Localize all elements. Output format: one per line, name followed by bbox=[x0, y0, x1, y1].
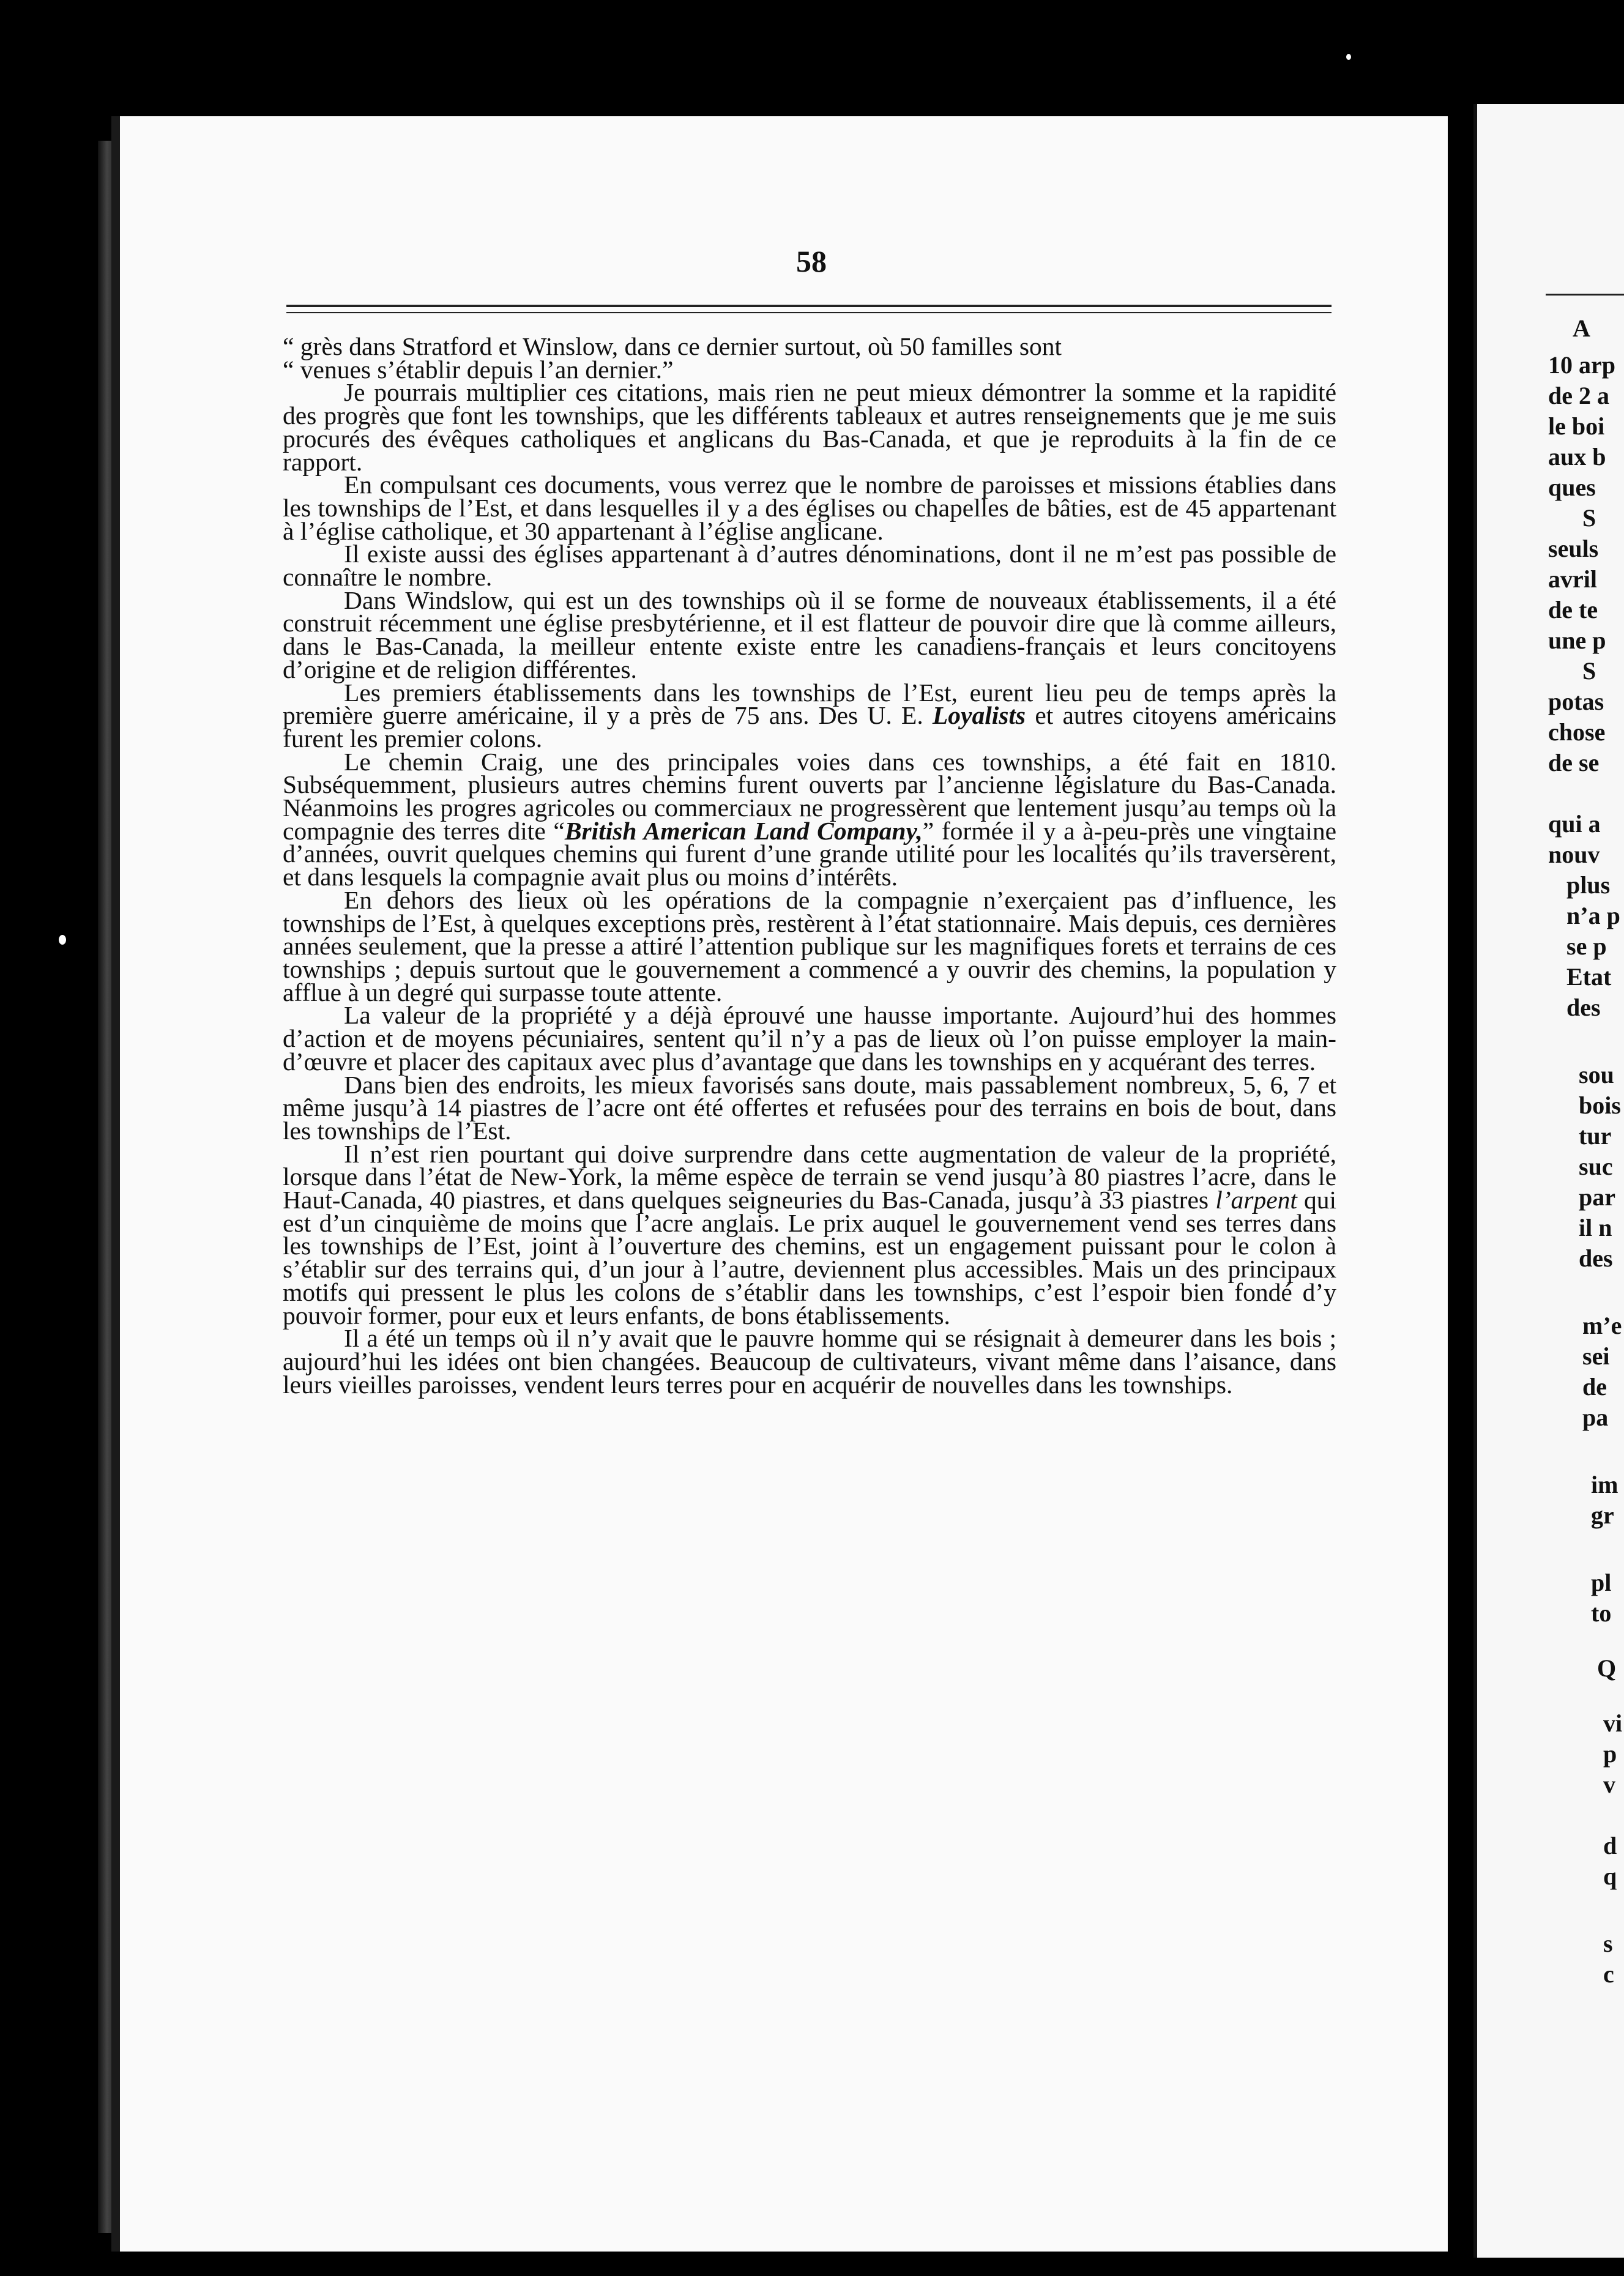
facing-fragment: suc bbox=[1579, 1153, 1613, 1180]
facing-fragment: p bbox=[1603, 1740, 1617, 1768]
paragraph: La valeur de la propriété y a déjà éprouvé une hausse importante. Aujourd’hui des hommes d’action et de moyens pécuniaires, sentent qu’il n’y a pas de lieux où l’on puisse employer la main-d’œuvre et placer des capitaux avec plus d’avantage que dans les townships en y acquérant des terres. bbox=[283, 1001, 1336, 1076]
header-rule-thin bbox=[286, 312, 1332, 313]
text-run: Il n’est rien pourtant qui doive surprendre dans cette augmentation de valeur de la propriété, lorsque dans l’état de New-York, la même espèce de terrain se vend jusqu’à 80 piastres l’acre, dans le Haut-Canada, 40 piastres, et dans quelques seigneuries du Bas-Canada, jusqu’à 33 piastres bbox=[283, 1139, 1336, 1214]
paragraph bbox=[283, 678, 1337, 753]
facing-fragment: le boi bbox=[1548, 412, 1605, 440]
facing-fragment: im bbox=[1591, 1471, 1618, 1498]
facing-page-rule bbox=[1546, 294, 1624, 296]
facing-fragment: sei bbox=[1582, 1342, 1610, 1370]
facing-fragment: aux b bbox=[1548, 443, 1606, 470]
facing-fragment: q bbox=[1603, 1862, 1617, 1890]
text-run: qui est d’un cinquième de moins que l’acre anglais. Le prix auquel le gouvernement vend ses terres dans les townships de l’Est, joint à l’ouverture des chemins, est un engagement puissant pour le colon à s’établir sur des terrains qui, d’un jour à l’autre, deviennent plus accessibles. Mais un des principaux motifs qui pressent le plus les colons de s’établir dans les townships, c’est l’espoir bien fondé d’y pouvoir former, pour eux et leurs enfants, de bons établissements. bbox=[283, 1186, 1337, 1330]
body-text bbox=[283, 332, 1337, 1399]
paragraph bbox=[283, 1139, 1337, 1330]
quote-line: “ grès dans Stratford et Winslow, dans ce dernier surtout, où 50 familles sont bbox=[283, 332, 1062, 360]
paragraph: En compulsant ces documents, vous verrez que le nombre de paroisses et missions établies dans les townships de l’Est, et dans lesquelles il y a des églises ou chapelles de bâties, est de 45 appartenant à l’église catholique, et 30 appartenant à l’église anglicane. bbox=[283, 470, 1336, 545]
text-run: ” formée il y a à-peu-près une vingtaine d’années, ouvrit quelques chemins qui furent d’une grande utilité pour les localités qu’ils traversèrent, et dans lesquels la compagnie avait plus ou moins d’intérêts. bbox=[283, 816, 1336, 891]
facing-fragment: plus bbox=[1566, 871, 1611, 899]
facing-fragment: nouv bbox=[1548, 841, 1600, 868]
facing-fragment: Q bbox=[1597, 1654, 1617, 1682]
italic-term: l’arpent bbox=[1215, 1186, 1297, 1214]
facing-fragment: tur bbox=[1579, 1122, 1612, 1150]
facing-fragment: par bbox=[1579, 1183, 1615, 1211]
facing-fragment: pa bbox=[1582, 1404, 1609, 1431]
facing-fragment: vi bbox=[1603, 1709, 1623, 1737]
facing-fragment: d bbox=[1603, 1832, 1617, 1859]
paragraph: En dehors des lieux où les opérations de la compagnie n’exerçaient pas d’influence, les townships de l’Est, à quelques exceptions près, restèrent à l’état stationnaire. Mais depuis, ces dernières années seulement, que la presse a attiré l’attention publique sur les magnifiques forets et terrains de ces townships ; depuis surtout que le gouvernement a commencé a y ouvrir des chemins, la population y afflue à un degré qui surpasse toute attente. bbox=[283, 885, 1336, 1006]
facing-fragment: c bbox=[1603, 1960, 1614, 1988]
facing-fragment: il n bbox=[1579, 1214, 1612, 1241]
facing-fragment: de te bbox=[1548, 596, 1598, 623]
paragraph: Je pourrais multiplier ces citations, mais rien ne peut mieux démontrer la somme et la rapidité des progrès que font les townships, que les différents tableaux et autres renseignements que je me suis procurés des évêques catholiques et anglicans du Bas-Canada, et que je reproduits à la fin de ce rapport. bbox=[283, 378, 1336, 476]
facing-fragment: S bbox=[1582, 657, 1596, 685]
facing-fragment: se p bbox=[1566, 932, 1607, 960]
facing-fragment: de bbox=[1582, 1373, 1607, 1400]
facing-fragment: une p bbox=[1548, 627, 1606, 654]
italic-term: British American Land Company, bbox=[564, 816, 923, 845]
facing-fragment: ques bbox=[1548, 474, 1596, 501]
facing-fragment: n’a p bbox=[1566, 902, 1620, 929]
scan-speck bbox=[59, 935, 66, 945]
italic-term: Loyalists bbox=[932, 701, 1026, 730]
facing-fragment: 10 arp bbox=[1548, 351, 1615, 379]
facing-fragment: S bbox=[1582, 504, 1596, 532]
paragraph: Il existe aussi des églises appartenant à d’autres dénominations, dont il ne m’est pas possible de connaître le nombre. bbox=[283, 540, 1336, 592]
facing-fragment: m’e bbox=[1582, 1312, 1622, 1339]
facing-fragment: des bbox=[1566, 994, 1601, 1021]
page-number: 58 bbox=[796, 244, 827, 278]
facing-fragment: chose bbox=[1548, 718, 1606, 746]
facing-fragment: A bbox=[1573, 314, 1590, 342]
paragraph-quote bbox=[283, 332, 1336, 384]
facing-fragment: pl bbox=[1591, 1569, 1612, 1596]
text-run: Les premiers établissements dans les townships de l’Est, eurent lieu peu de temps après la première guerre américaine, il y a près de 75 ans. Des U. E. bbox=[283, 678, 1336, 730]
facing-fragment: potas bbox=[1548, 688, 1604, 715]
quote-line: “ venues s’établir depuis l’an dernier.” bbox=[283, 355, 674, 384]
paragraph: Dans bien des endroits, les mieux favorisés sans doute, mais passablement nombreux, 5, 6, 7 et même jusqu’à 14 piastres de l’acre ont été offertes et refusées pour des terrains en bois de bout, dans les townships de l’Est. bbox=[283, 1070, 1336, 1145]
facing-fragment: de se bbox=[1548, 749, 1600, 776]
facing-fragment: v bbox=[1603, 1771, 1615, 1798]
paragraph bbox=[283, 747, 1336, 891]
paragraph: Dans Windslow, qui est un des townships où il se forme de nouveaux établissements, il a été construit récemment une église presbytérienne, et il est flatteur de pouvoir dire que là comme ailleurs, dans le Bas-Canada, la meilleur entente existe entre les canadiens-français et leurs concitoyens d’origine et de religion différentes. bbox=[283, 586, 1336, 683]
text-run: Le chemin Craig, une des principales voies dans ces townships, a été fait en 1810. Subséquemment, plusieurs autres chemins furent ouverts par l’ancienne législature du Bas-Canada. Néanmoins les progres agricoles ou commerciaux ne progressèrent que lentement jusqu’au temps où la compagnie des terres dite “ bbox=[283, 747, 1336, 845]
text-run: et autres citoyens américains furent les premier colons. bbox=[283, 701, 1337, 753]
facing-fragment: de 2 a bbox=[1548, 382, 1609, 409]
facing-fragment: Etat bbox=[1566, 963, 1612, 991]
paragraph: Il a été un temps où il n’y avait que le pauvre homme qui se résignait à demeurer dans les bois ; aujourd’hui les idées ont bien changées. Beaucoup de cultivateurs, vivant même dans l’aisance, dans leurs vieilles paroisses, vendent leurs terres pour en acquérir de nouvelles dans les townships. bbox=[283, 1324, 1336, 1399]
facing-fragment: avril bbox=[1548, 565, 1597, 593]
header-rule-thick bbox=[286, 305, 1332, 307]
facing-fragment: to bbox=[1591, 1599, 1612, 1627]
facing-fragment: qui a bbox=[1548, 810, 1601, 838]
facing-fragment: des bbox=[1579, 1244, 1613, 1272]
facing-fragment: sou bbox=[1579, 1061, 1614, 1088]
facing-fragment: gr bbox=[1591, 1501, 1614, 1529]
scan-speck bbox=[1346, 54, 1351, 60]
facing-fragment: bois bbox=[1579, 1092, 1621, 1119]
facing-fragment: seuls bbox=[1548, 535, 1599, 562]
facing-fragment: s bbox=[1603, 1930, 1613, 1957]
